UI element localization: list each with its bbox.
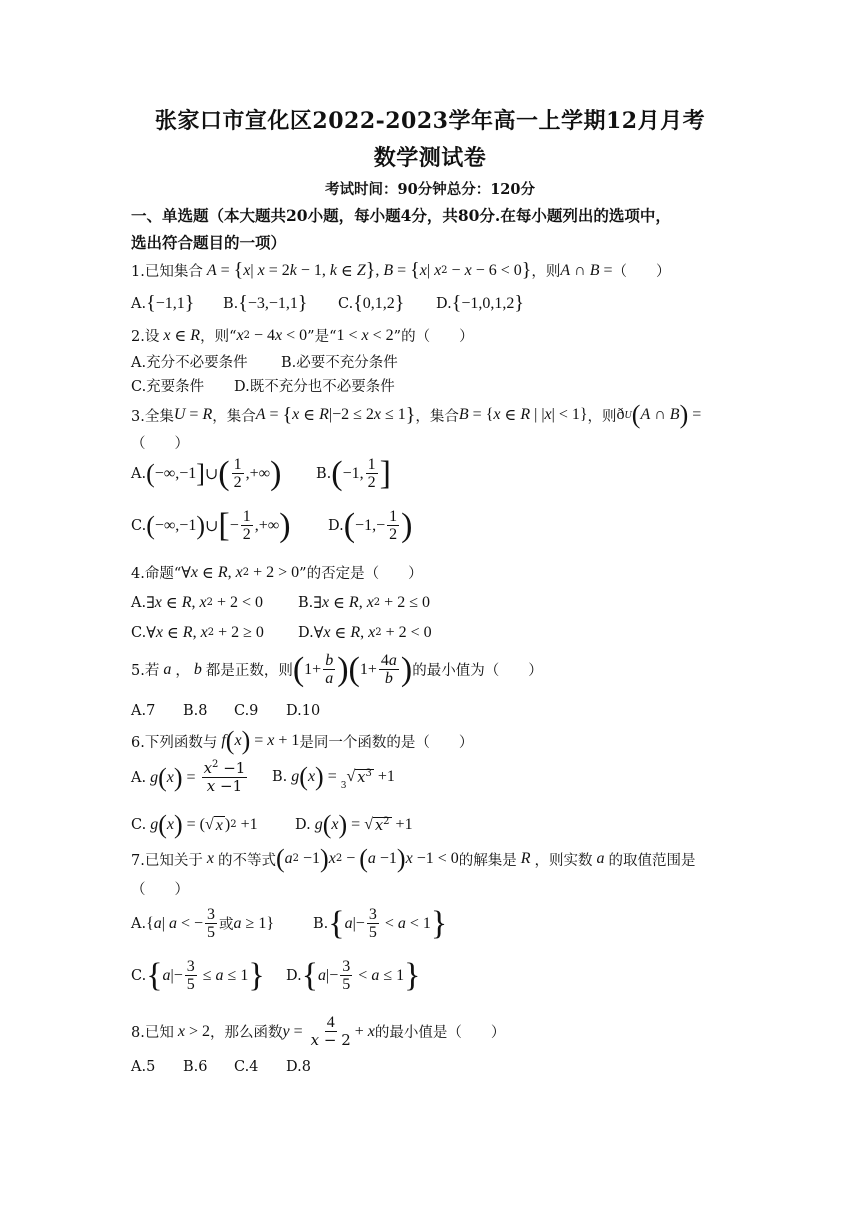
q1-option-d[interactable]: D. { −1,0,1,2 } <box>436 292 524 314</box>
question-8: 8.已知 x > 2 ，那么函数 y = $\frac{4}{x - 2}$ + x 的最小值是（ ） <box>131 1014 506 1049</box>
section-heading-line2: 选出符合题目的一项） <box>131 233 287 252</box>
q8-option-b[interactable]: B.6 <box>183 1059 208 1075</box>
q1-option-c[interactable]: C. { 0,1,2 } <box>338 292 405 314</box>
exam-info: 考试时间：90分钟总分：120分 <box>325 181 535 198</box>
q8-option-c[interactable]: C.4 <box>234 1059 259 1075</box>
question-6: 6.下列函数与 f ( x ) = x + 1 是同一个函数的是（ ） <box>131 726 474 755</box>
q2-option-d[interactable]: D.既不充分也不必要条件 <box>234 379 395 395</box>
section-heading-line1: 一、单选题（本大题共20小题，每小题4分，共80分.在每小题列出的选项中， <box>131 206 671 225</box>
q3-tail: （ ） <box>131 436 189 452</box>
q5-option-c[interactable]: C.9 <box>234 703 259 719</box>
exam-title: 张家口市宣化区2022-2023学年高一上学期12月月考 <box>154 108 706 134</box>
q6-option-b[interactable]: B. g ( x ) = 3 √ $x^3$ +1 <box>272 762 395 791</box>
q8-option-d[interactable]: D.8 <box>286 1059 311 1075</box>
q8-option-a[interactable]: A.5 <box>131 1059 156 1075</box>
q3-option-d[interactable]: D. ( −1,− $\frac{1}{2}$ ) <box>328 506 413 544</box>
q1-option-a[interactable]: A. { −1,1 } <box>131 292 195 314</box>
q7-option-a[interactable]: A. { a | a < − $\frac{3}{5}$ 或 a ≥ 1} <box>131 906 274 941</box>
q2-option-b[interactable]: B.必要不充分条件 <box>281 355 398 371</box>
q3-option-c[interactable]: C. ( −∞,−1 ) ∪ [ − $\frac{1}{2}$ ,+∞ ) <box>131 506 291 544</box>
q7-option-d[interactable]: D. { a |− $\frac{3}{5}$ < a ≤ 1 } <box>286 956 421 994</box>
q3-option-a[interactable]: A. ( −∞,−1 ] ∪ ( $\frac{1}{2}$ ,+∞ ) <box>131 454 282 492</box>
q7-tail: （ ） <box>131 882 189 898</box>
question-7: 7.已知关于 x 的不等式 ( a 2 −1 ) x 2 − ( a −1 ) x −1 < 0 的解集是 R ，则实数 a 的取值范围是 <box>131 844 696 873</box>
q1-option-b[interactable]: B. { −3,−1,1 } <box>223 292 308 314</box>
q5-option-b[interactable]: B.8 <box>183 703 208 719</box>
q4-option-d[interactable]: D. ∀ x ∈ R , x 2 + 2 < 0 <box>298 624 432 642</box>
q6-option-c[interactable]: C. g ( x ) = (√ x ) 2 +1 <box>131 810 258 839</box>
q1-stem: 1.已知集合 <box>131 264 203 280</box>
q4-option-a[interactable]: A. ∃ x ∈ R , x 2 + 2 < 0 <box>131 594 264 612</box>
q5-option-d[interactable]: D.10 <box>286 703 321 719</box>
q6-option-d[interactable]: D. g ( x ) = √ $x^2$ +1 <box>295 810 413 839</box>
q7-option-b[interactable]: B. { a |− $\frac{3}{5}$ < a < 1 } <box>313 904 448 942</box>
q4-option-b[interactable]: B. ∃ x ∈ R , x 2 + 2 ≤ 0 <box>298 594 430 612</box>
q4-option-c[interactable]: C. ∀ x ∈ R , x 2 + 2 ≥ 0 <box>131 624 264 642</box>
question-2: 2.设 x ∈ R ，则“ x 2 − 4 x < 0 ”是“ 1 < x < 2 ”的（ ） <box>131 326 474 345</box>
question-4: 4.命题“ ∀ x ∈ R , x 2 + 2 > 0 ”的否定是（ ） <box>131 563 423 582</box>
q5-option-a[interactable]: A.7 <box>131 703 156 719</box>
q2-option-a[interactable]: A.充分不必要条件 <box>131 355 248 371</box>
exam-subtitle: 数学测试卷 <box>373 145 487 171</box>
q6-option-a[interactable]: A. g ( x ) = $\frac{x^2 -1}{x -1}$ <box>131 759 246 795</box>
section-heading <box>131 202 731 256</box>
question-3: 3.全集 U = R ，集合 A = { x ∈ R |−2 ≤ 2 x ≤ 1 } ，集合 B = { x ∈ R | | x | < 1} ，则 ð U ( A ∩ B ) = <box>131 400 702 429</box>
q7-option-c[interactable]: C. { a |− $\frac{3}{5}$ ≤ a ≤ 1 } <box>131 956 265 994</box>
q3-option-b[interactable]: B. ( −1, $\frac{1}{2}$ ] <box>316 454 391 492</box>
question-1: 1.已知集合 A = { x | x = 2 k − 1, k ∈ Z } , B = { x | x 2 − x − 6 < 0 } ，则 A ∩ B = （ ） <box>131 259 671 281</box>
question-5: 5.若 a ， b 都是正数，则 ( 1+ $\frac{b}{a}$ ) ( 1+ $\frac{4a}{b}$ ) 的最小值为（ ） <box>131 650 543 688</box>
q2-option-c[interactable]: C.充要条件 <box>131 379 205 395</box>
